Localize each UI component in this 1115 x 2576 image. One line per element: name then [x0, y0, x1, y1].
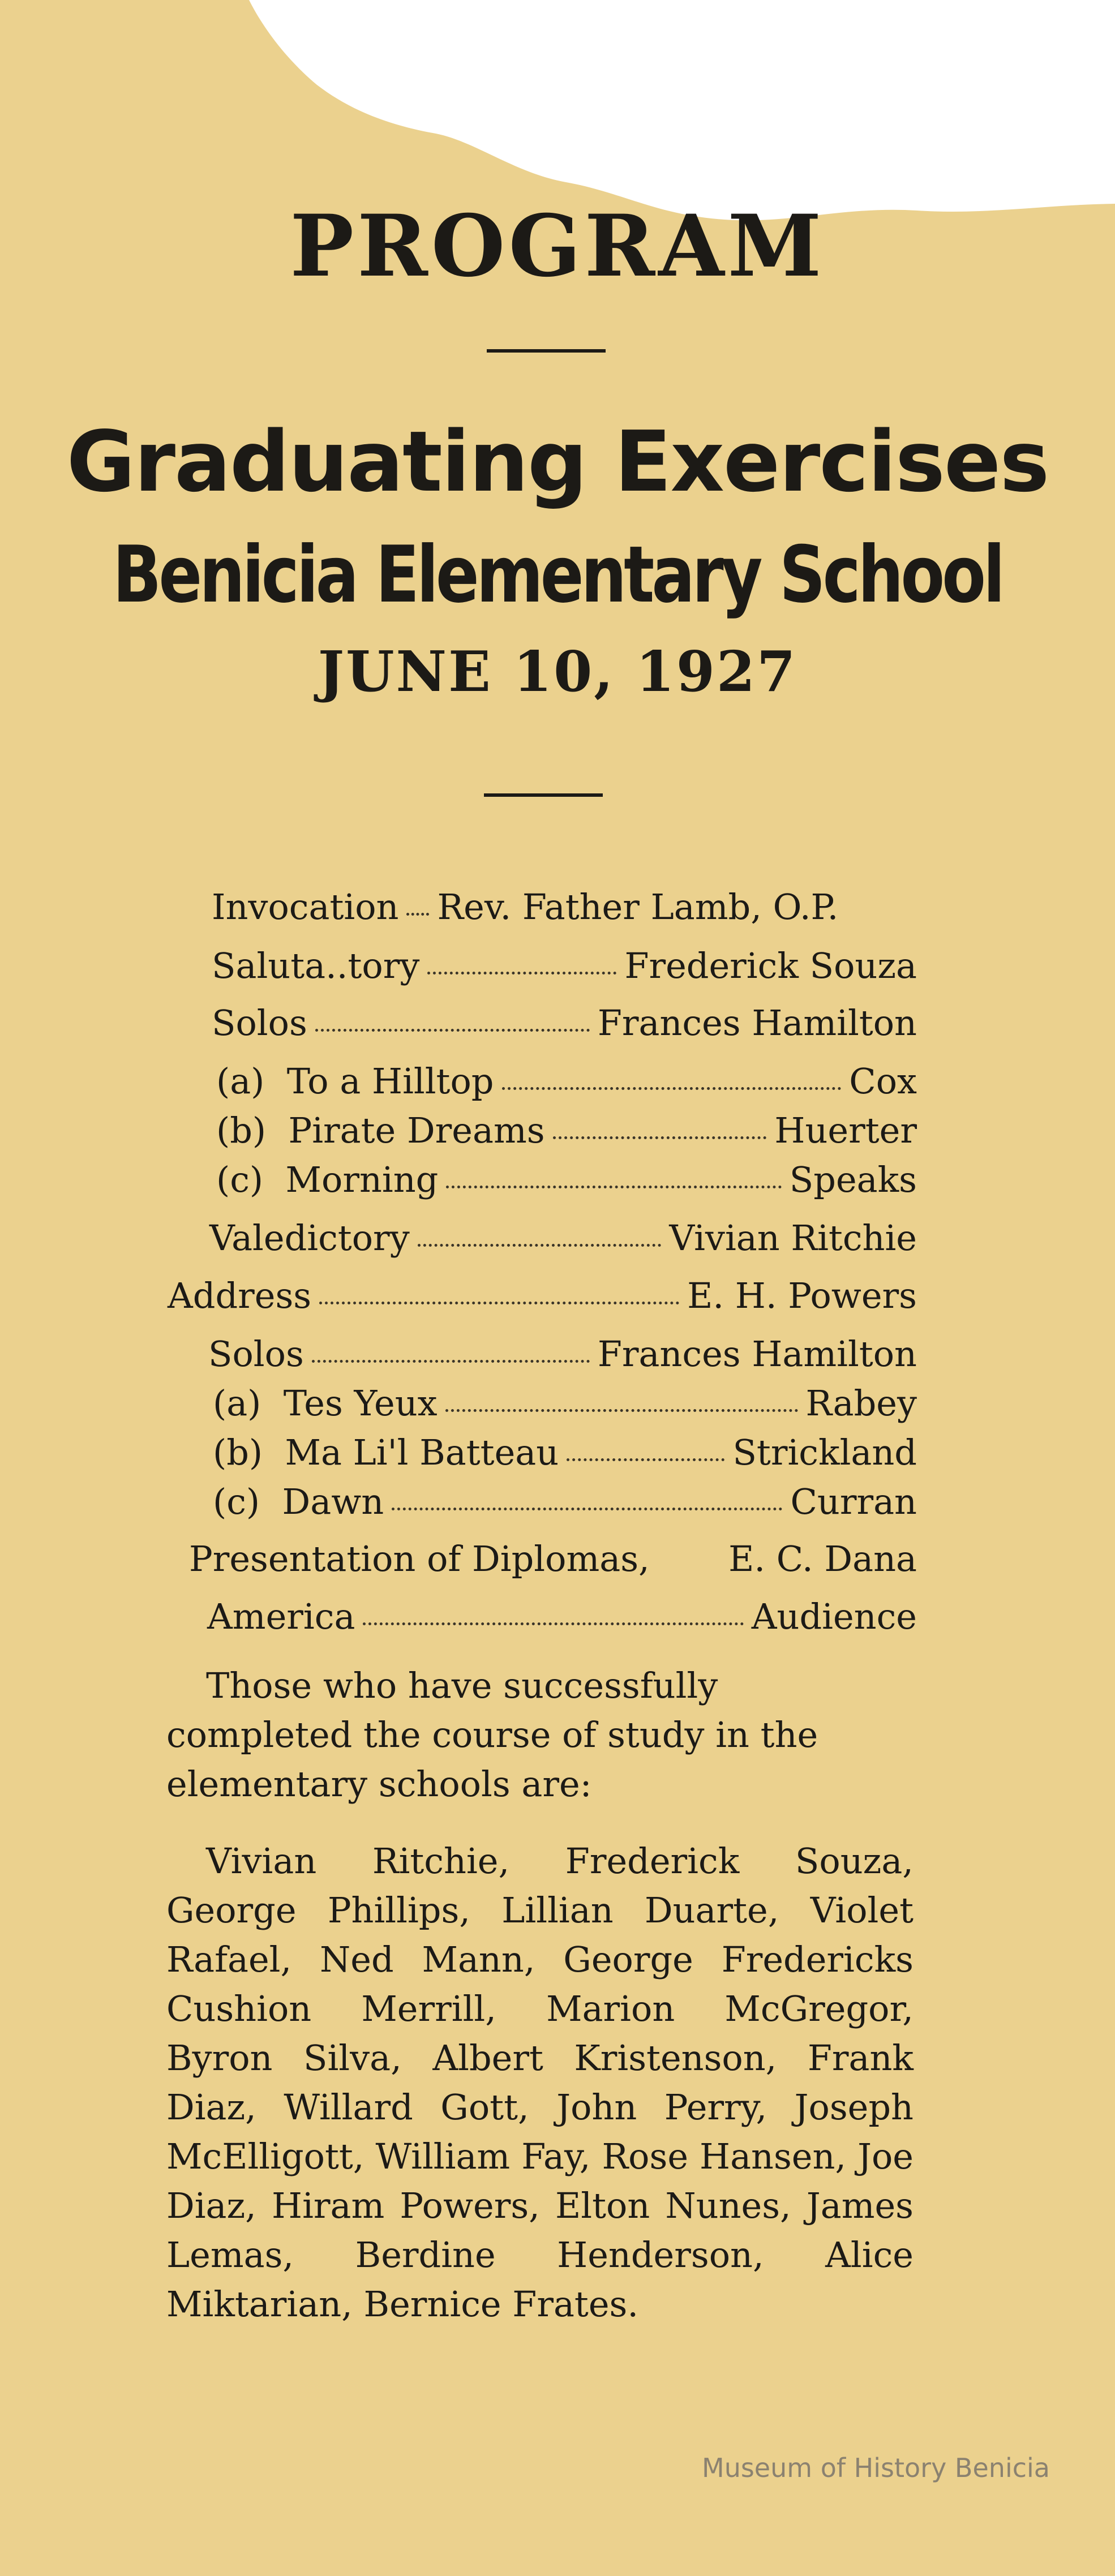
program-item: Presentation of Diplomas, E. C. Dana	[189, 1538, 917, 1579]
program-item: (c) Dawn Curran	[213, 1481, 917, 1522]
program-item: Saluta..tory Frederick Souza	[212, 945, 917, 986]
event-date: JUNE 10, 1927	[318, 639, 797, 705]
event-title: Graduating Exercises	[66, 413, 1049, 510]
graduates-list: Vivian Ritchie, Frederick Souza, George Phillips, Lillian Duarte, Violet Rafael, Ned Mann, George Fredericks Cushion Merrill, Marion McGregor, Byron Silva, Albert Kristenson, Frank Diaz, Willard Gott, John Perry, Joseph McElligott, William Fay, Rose Hansen, Joe Diaz, Hiram Powers, Elton Nunes, James Lemas, Berdine Henderson, Alice Miktarian, Bernice Frates.	[166, 1840, 914, 2325]
program-item: Solos Frances Hamilton	[212, 1002, 917, 1044]
program-item: Valedictory Vivian Ritchie	[209, 1217, 917, 1259]
torn-corner	[249, 0, 1115, 226]
date-rule	[484, 793, 603, 797]
program-item: (b) Ma Li'l Batteau Strickland	[213, 1432, 917, 1473]
program-item: (b) Pirate Dreams Huerter	[216, 1110, 917, 1151]
museum-watermark: Museum of History Benicia	[702, 2453, 1050, 2483]
program-item: Address E. H. Powers	[168, 1275, 917, 1316]
program-item: (a) To a Hilltop Cox	[216, 1061, 917, 1102]
title-rule	[487, 349, 606, 353]
program-title: PROGRAM	[290, 196, 825, 296]
graduates-intro: Those who have successfully completed the course of study in the elementary schools are:	[166, 1665, 818, 1805]
program-item: America Audience	[207, 1596, 917, 1637]
program-item: Solos Frances Hamilton	[208, 1333, 917, 1375]
program-item: (c) Morning Speaks	[216, 1159, 917, 1200]
school-name: Benicia Elementary School	[113, 529, 1002, 620]
program-item: Invocation Rev. Father Lamb, O.P.	[212, 886, 839, 928]
program-item: (a) Tes Yeux Rabey	[213, 1383, 917, 1424]
